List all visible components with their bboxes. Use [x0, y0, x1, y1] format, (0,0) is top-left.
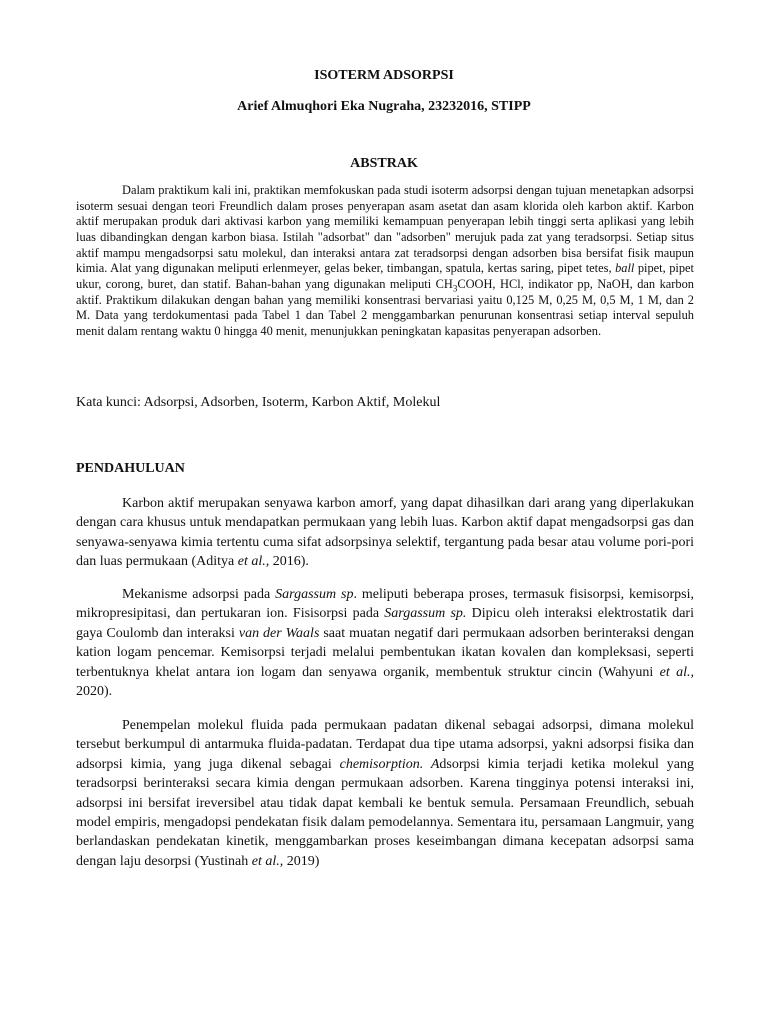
body-paragraph: [76, 494, 694, 572]
italic-text: Sargassum sp.: [384, 606, 467, 622]
paragraph-text: . meliputi beberapa proses, termasuk fisisorpsi, kemisorpsi, mikropresipitasi, dan pertukaran ion. Fisisorpsi pada: [76, 587, 694, 622]
paragraph-text: 2019): [283, 853, 320, 869]
paragraph-text: saat muatan negatif dari permukaan adsorben berinteraksi dengan kation logam pencemar. Kemisorpsi terjadi melalui pembentukan ikatan kovalen dan kompleksasi, seperti terbentuknya khelat antara ion logam dan senyawa organik, membentuk struktur cincin (Wahyuni: [76, 625, 694, 680]
paper-title: ISOTERM ADSORPSI: [314, 68, 454, 83]
italic-text: et al.,: [237, 554, 270, 570]
paragraph-text: 2016).: [269, 554, 309, 570]
body-paragraph: [76, 585, 694, 701]
italic-text: et al.,: [659, 664, 694, 680]
paragraph-text: Mekanisme adsorpsi pada: [122, 587, 276, 602]
section-heading-pendahuluan: PENDAHULUAN: [76, 461, 185, 476]
italic-text: Sargassum sp: [275, 587, 354, 602]
paragraph-text: Dipicu oleh interaksi elektrostatik dari gaya Coulomb dan interaksi: [76, 606, 694, 641]
paragraph-text: 2020).: [76, 684, 113, 700]
italic-text: van der Waals: [238, 625, 320, 641]
paragraph-text: Karbon aktif merupakan senyawa karbon amorf, yang dapat dihasilkan dari arang yang diperlakukan dengan cara khusus untuk mendapatkan permukaan yang lebih luas. Karbon aktif dapat mengadsorpsi gas dan senyawa-senyawa kimia tertentu cuma sifat adsorpsinya selektif, tergantung pada besar atau volume pori-pori dan luas permukaan (Aditya: [76, 496, 694, 570]
body-paragraph: [76, 716, 694, 871]
italic-text: et al.,: [251, 853, 284, 869]
abstract-text: pipet, pipet ukur, corong, buret, dan statif. Bahan-bahan yang digunakan meliputi CH: [76, 261, 694, 291]
italic-text: chemisorption. A: [339, 756, 440, 772]
keywords: Kata kunci: Adsorpsi, Adsorben, Isoterm, Karbon Aktif, Molekul: [76, 395, 441, 410]
abstract-text: Dalam praktikum kali ini, praktikan memfokuskan pada studi isoterm adsorpsi dengan tujuan menetapkan adsorpsi isoterm sesuai dengan teori Freundlich dalam proses penyerapan asam asetat dan asam klorida oleh karbon aktif. Karbon aktif merupakan produk dari aktivasi karbon yang memiliki kemampuan penyerapan lebih tinggi serta aplikasi yang lebih luas dibandingkan dengan karbon biasa. Istilah "adsorbat" dan "adsorben" merujuk pada zat yang teradsorpsi. Setiap situs aktif mampu mengadsorpsi satu molekul, dan interaksi antara zat teradsorpsi dengan adsorben bisa bersifat fisik maupun kimia. Alat yang digunakan meliputi erlenmeyer, gelas beker, timbangan, spatula, kertas saring, pipet tetes,: [76, 183, 694, 276]
paragraph-text: dsorpsi kimia terjadi ketika molekul yang teradsorpsi berinteraksi secara kimia dengan permukaan adsorben. Karena tingginya potensi interaksi ini, adsorpsi ini bersifat ireversibel atau tidak dapat kembali ke bentuk semula. Persamaan Freundlich, sebuah model empiris, mengadopsi pendekatan fisik dalam pemodelannya. Sementara itu, persamaan Langmuir, yang berlandaskan pendekatan kinetik, menggambarkan proses keseimbangan dimana kecepatan adsorpsi sama dengan laju desorpsi (Yustinah: [76, 756, 694, 869]
abstract-text: COOH, HCl, indikator pp, NaOH, dan karbon aktif. Praktikum dilakukan dengan bahan yang memiliki konsentrasi bervariasi yaitu 0,125 M, 0,25 M, 0,5 M, 1 M, dan 2 M. Data yang terdokumentasi pada Tabel 1 dan Tabel 2 menggambarkan penurunan konsentrasi setiap interval sepuluh menit dalam rentang waktu 0 hingga 40 menit, menunjukkan peningkatan kapasitas penyerapan adsorben.: [76, 276, 694, 338]
abstract-italic-text: ball: [615, 261, 635, 276]
abstract-heading: ABSTRAK: [350, 156, 418, 171]
subscript: 3: [452, 283, 458, 294]
author-line: Arief Almuqhori Eka Nugraha, 23232016, STIPP: [237, 99, 531, 114]
paragraph-text: Penempelan molekul fluida pada permukaan padatan dikenal sebagai adsorpsi, dimana molekul tersebut berkumpul di antarmuka fluida-padatan. Terdapat dua tipe utama adsorpsi, yakni adsorpsi fisika dan adsorpsi kimia, yang juga dikenal sebagai: [76, 718, 694, 772]
abstract-paragraph: [76, 183, 694, 340]
